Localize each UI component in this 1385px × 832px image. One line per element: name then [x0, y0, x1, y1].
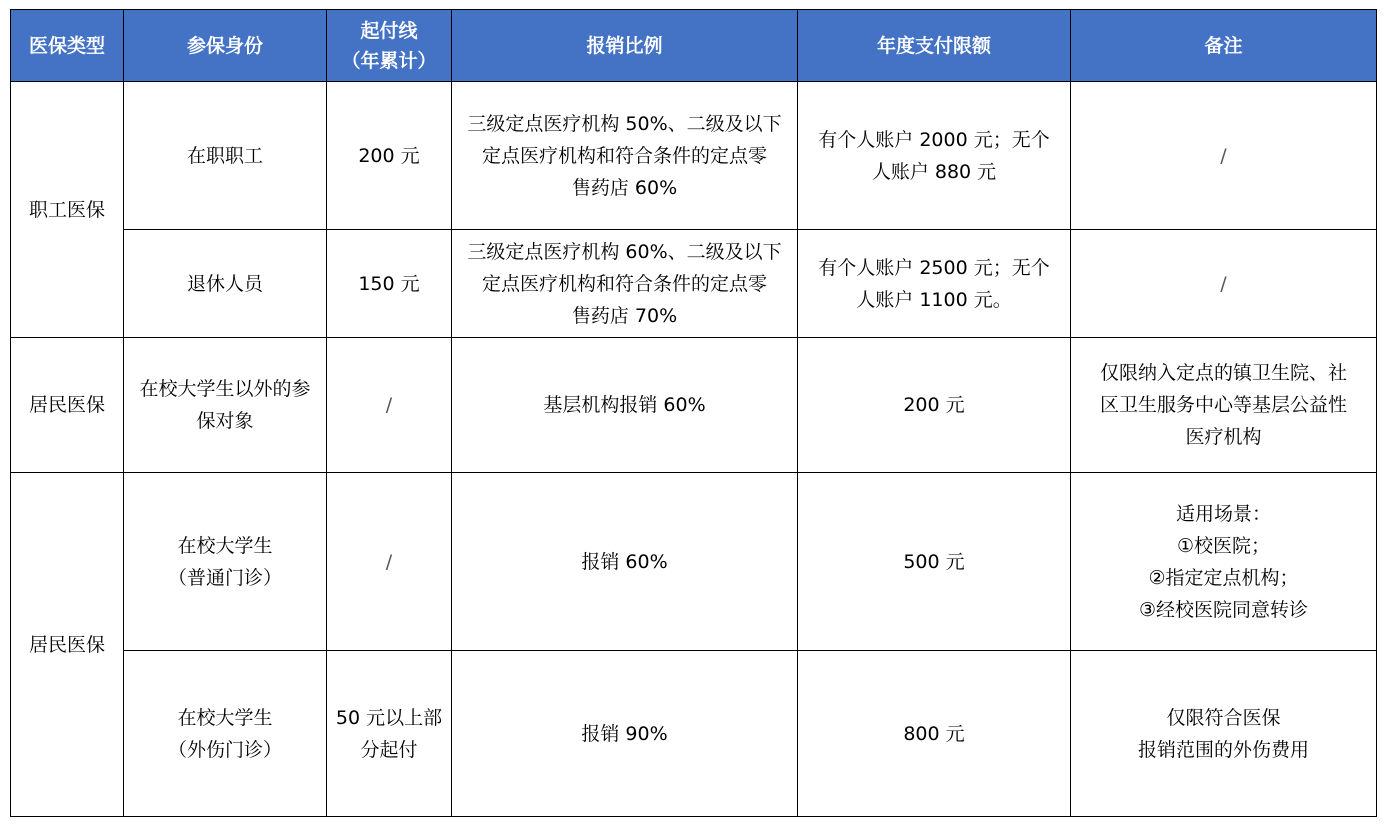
table-row: [11, 82, 1377, 230]
ratio-cell: 三级定点医疗机构 60%、二级及以下 定点医疗机构和符合条件的定点零 售药店 70%: [452, 230, 798, 338]
header-type: 医保类型: [11, 10, 124, 82]
header-ratio: 报销比例: [452, 10, 798, 82]
note-cell: 适用场景： ①校医院； ②指定定点机构； ③经校医院同意转诊: [1071, 473, 1377, 651]
identity-cell: 退休人员: [124, 230, 327, 338]
table-row: [11, 651, 1377, 817]
ratio-cell: 三级定点医疗机构 50%、二级及以下 定点医疗机构和符合条件的定点零 售药店 60%: [452, 82, 798, 230]
table-row: [11, 230, 1377, 338]
ratio-cell: 报销 60%: [452, 473, 798, 651]
row-type-cell: 居民医保: [11, 473, 124, 817]
row-type-cell: 职工医保: [11, 82, 124, 338]
header-threshold: 起付线 （年累计）: [327, 10, 452, 82]
header-note: 备注: [1071, 10, 1377, 82]
threshold-cell: 150 元: [327, 230, 452, 338]
ratio-cell: 报销 90%: [452, 651, 798, 817]
table-row: [11, 473, 1377, 651]
identity-cell: 在职职工: [124, 82, 327, 230]
note-cell: /: [1071, 82, 1377, 230]
threshold-cell: 50 元以上部 分起付: [327, 651, 452, 817]
limit-cell: 800 元: [798, 651, 1071, 817]
header-identity: 参保身份: [124, 10, 327, 82]
threshold-cell: /: [327, 338, 452, 473]
ratio-cell: 基层机构报销 60%: [452, 338, 798, 473]
header-limit: 年度支付限额: [798, 10, 1071, 82]
threshold-cell: /: [327, 473, 452, 651]
limit-cell: 200 元: [798, 338, 1071, 473]
identity-cell: 在校大学生以外的参 保对象: [124, 338, 327, 473]
limit-cell: 有个人账户 2500 元；无个 人账户 1100 元。: [798, 230, 1071, 338]
note-cell: 仅限纳入定点的镇卫生院、社 区卫生服务中心等基层公益性 医疗机构: [1071, 338, 1377, 473]
row-type-cell: 居民医保: [11, 338, 124, 473]
threshold-cell: 200 元: [327, 82, 452, 230]
identity-cell: 在校大学生 （外伤门诊）: [124, 651, 327, 817]
note-cell: 仅限符合医保 报销范围的外伤费用: [1071, 651, 1377, 817]
note-cell: /: [1071, 230, 1377, 338]
insurance-table: [10, 9, 1377, 817]
table-row: [11, 338, 1377, 473]
header-row: [11, 10, 1377, 82]
limit-cell: 有个人账户 2000 元；无个 人账户 880 元: [798, 82, 1071, 230]
limit-cell: 500 元: [798, 473, 1071, 651]
identity-cell: 在校大学生 （普通门诊）: [124, 473, 327, 651]
